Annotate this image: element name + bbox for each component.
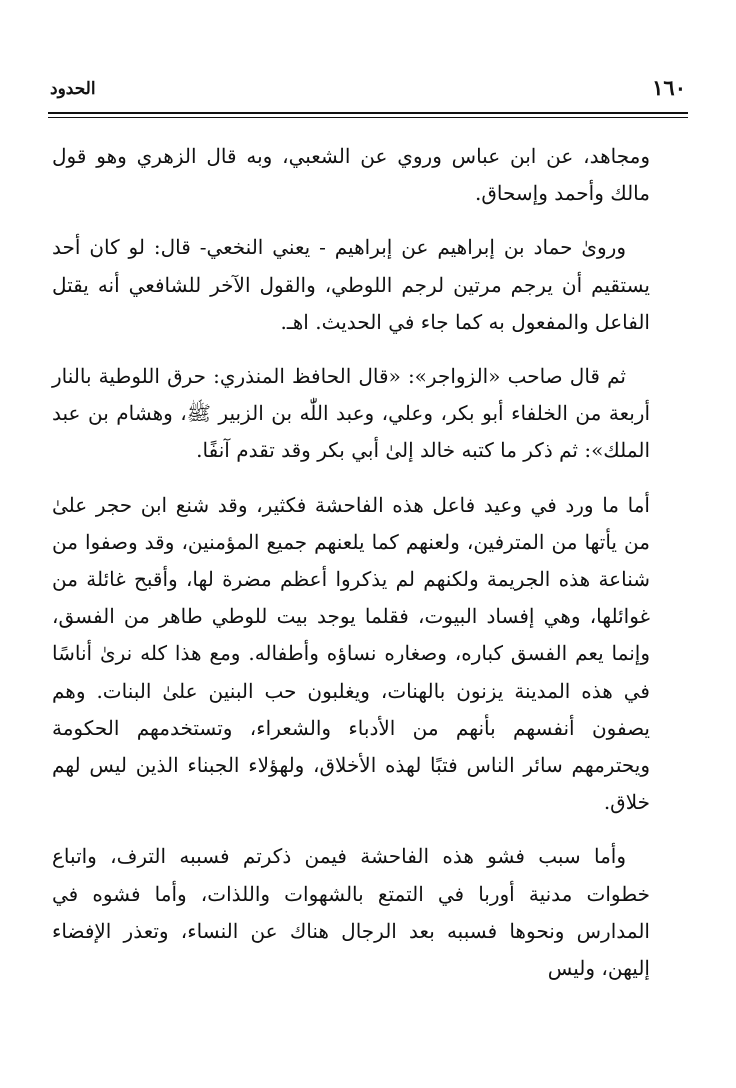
page-header	[50, 74, 686, 104]
body-text	[52, 138, 650, 1004]
paragraph-4: أما ما ورد في وعيد فاعل هذه الفاحشة فكثير، وقد شنع ابن حجر علىٰ من يأتها من المترفين، ولعنهم كما يلعنهم جميع المؤمنين، وقد وصفوا من شناعة هذه الجريمة ولكنهم لم يذكروا أعظم مضرة لها، وأقبح غائلة من غوائلها، وهي إفساد البيوت، فقلما يوجد بيت للوطي طاهر من الفسق، وإنما يعم الفسق كباره، وصغاره نساؤه وأطفاله. ومع هذا كله نرىٰ أناسًا في هذه المدينة يزنون بالهنات، ويغلبون حب البنين علىٰ البنات. وهم يصفون أنفسهم بأنهم من الأدباء والشعراء، وتستخدمهم الحكومة ويحترمهم سائر الناس فتبًا لهذه الأخلاق، ولهؤلاء الجبناء الذين ليس لهم خلاق.	[52, 492, 650, 815]
page-number: ١٦٠	[652, 75, 686, 100]
paragraph-3: ثم قال صاحب «الزواجر»: «قال الحافظ المنذري: حرق اللوطية بالنار أربعة من الخلفاء أبو بكر، وعلي، وعبد اللّٰه بن الزبير ﷺ، وهشام بن عبد الملك»: ثم ذكر ما كتبه خالد إلىٰ أبي بكر وقد تقدم آنفًا.	[52, 364, 650, 463]
paragraph-5: وأما سبب فشو هذه الفاحشة فيمن ذكرتم فسببه الترف، واتباع خطوات مدنية أوربا في التمتع بالشهوات واللذات، وأما فشوه في المدارس ونحوها فسببه بعد الرجال هناك عن النساء، وتعذر الإفضاء إليهن، وليس	[52, 844, 650, 981]
header-rule-thick	[48, 112, 688, 114]
paragraph-2: ورویٰ حماد بن إبراهيم عن إبراهيم - يعني النخعي- قال: لو كان أحد يستقيم أن يرجم مرتين لرجم اللوطي، والقول الآخر للشافعي أنه يقتل الفاعل والمفعول به كما جاء في الحديث. اهـ.	[52, 235, 650, 334]
header-rule-thin	[48, 117, 688, 118]
running-title: الحدود	[50, 79, 96, 99]
paragraph-1: ومجاهد، عن ابن عباس وروي عن الشعبي، وبه قال الزهري وهو قول مالك وأحمد وإسحاق.	[52, 144, 650, 206]
